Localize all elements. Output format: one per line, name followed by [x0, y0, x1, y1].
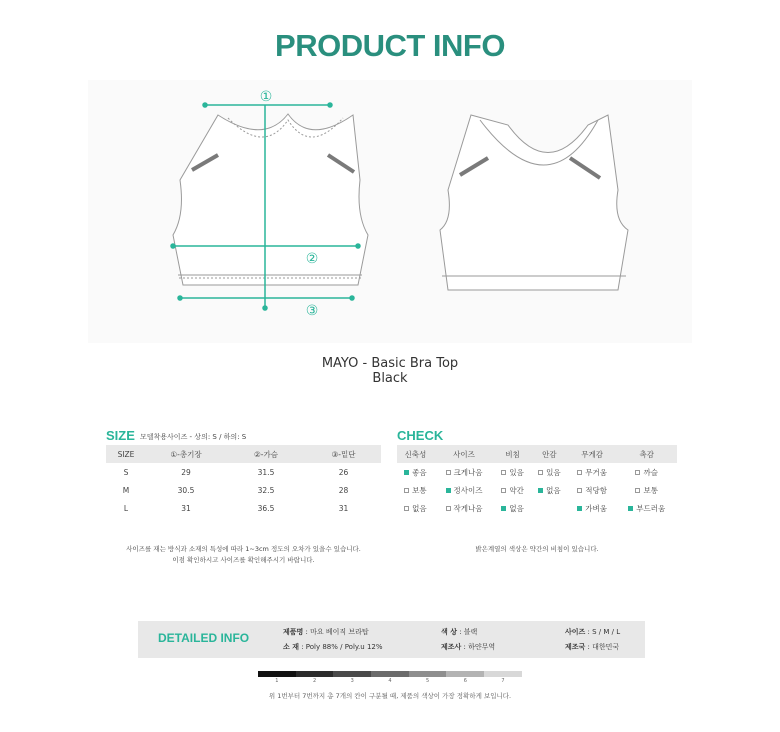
check-option: [628, 503, 665, 514]
unchecked-box-icon: [538, 470, 543, 475]
grayscale-swatch: [258, 671, 296, 677]
check-table-row: [397, 463, 677, 481]
check-cell: [494, 481, 531, 499]
grayscale-label: 2: [312, 678, 317, 684]
measure-dot: [356, 244, 360, 248]
check-option-label: 크게나옴: [453, 467, 483, 477]
unchecked-box-icon: [501, 488, 506, 493]
check-option-label: 보통: [643, 485, 658, 495]
check-table-header: [397, 445, 677, 463]
check-option-label: 없음: [412, 503, 427, 513]
check-cell: [397, 499, 434, 517]
unchecked-box-icon: [501, 470, 506, 475]
measure-dot: [328, 103, 332, 107]
product-name: MAYO - Basic Bra Top: [321, 356, 459, 371]
size-table-row: [106, 463, 381, 481]
check-table-body: [397, 463, 677, 517]
measure-dot: [203, 103, 207, 107]
check-cell: [494, 463, 531, 481]
grayscale-label: 4: [388, 678, 392, 684]
marker-length: ①: [259, 89, 273, 105]
detail-value: 대한민국: [592, 643, 620, 651]
checked-box-icon: [538, 488, 543, 493]
detail-separator: :: [456, 628, 464, 636]
measure-dot: [171, 244, 175, 248]
check-table: [397, 445, 677, 517]
grayscale-swatch: [333, 671, 371, 677]
product-color: Black: [372, 371, 408, 386]
size-note: [106, 544, 381, 566]
size-cell: 32.5: [257, 485, 275, 495]
size-note-line: 이점 확인하시고 사이즈를 확인해주시기 바랍니다.: [172, 556, 315, 564]
size-cell: S: [123, 467, 129, 477]
grayscale-label: 5: [426, 678, 430, 684]
check-option-label: 약간: [509, 485, 524, 495]
check-option: [501, 503, 524, 514]
check-col-header: 신축성: [397, 445, 434, 463]
check-cell: [531, 463, 568, 481]
check-table-row: [397, 499, 677, 517]
check-option-label: 무거움: [585, 467, 607, 477]
grayscale-swatch: [484, 671, 522, 677]
grayscale-label: 3: [350, 678, 354, 684]
size-cell: L: [123, 503, 129, 513]
size-cell: 31: [181, 503, 191, 513]
size-table-header: [106, 445, 381, 463]
size-heading: SIZE: [106, 428, 135, 443]
detail-separator: :: [585, 628, 593, 636]
detail-separator: :: [298, 643, 306, 651]
size-cell: M: [122, 485, 130, 495]
size-cell: 28: [338, 485, 349, 495]
detail-label: 제조국: [565, 643, 586, 651]
check-cell: [434, 481, 494, 499]
size-col-header: ②-가슴: [226, 445, 306, 463]
check-option: [501, 485, 524, 496]
check-cell: [616, 481, 677, 499]
check-option-label: 작게나옴: [453, 503, 483, 513]
check-col-header: 사이즈: [434, 445, 494, 463]
detail-maker: [441, 642, 495, 652]
checked-box-icon: [501, 506, 506, 511]
size-cell: 26: [338, 467, 349, 477]
check-option: [577, 485, 607, 496]
checked-box-icon: [404, 470, 409, 475]
size-cell: 31.5: [257, 467, 275, 477]
check-option-label: 있음: [546, 467, 561, 477]
detail-product-name: [283, 627, 369, 637]
check-cell: [531, 499, 568, 517]
check-cell: [434, 463, 494, 481]
unchecked-box-icon: [404, 488, 409, 493]
detail-separator: :: [461, 643, 469, 651]
check-option: [538, 485, 561, 496]
check-option: [404, 467, 427, 478]
product-caption: [0, 356, 780, 386]
measure-dot: [178, 296, 182, 300]
garment-diagram-panel: [88, 80, 692, 343]
grayscale-swatch: [371, 671, 409, 677]
grayscale-label: 6: [463, 678, 467, 684]
page-title: PRODUCT INFO: [275, 28, 505, 63]
size-cell: 36.5: [257, 503, 275, 513]
marker-chest: ②: [305, 251, 319, 267]
detail-value: 블랙: [463, 628, 478, 636]
marker-hem: ③: [305, 303, 319, 319]
check-cell: [568, 463, 617, 481]
front-garment-outline: [173, 114, 368, 285]
check-cell: [434, 499, 494, 517]
detail-value: S / M / L: [592, 628, 621, 636]
detail-color: [441, 627, 477, 637]
detail-material: [283, 642, 383, 652]
detailed-info-panel: [138, 621, 645, 658]
detail-label: 소 재: [283, 643, 299, 651]
detail-value: Poly 88% / Poly.u 12%: [305, 643, 383, 651]
check-cell: [568, 499, 617, 517]
check-option-label: 없음: [509, 503, 524, 513]
grayscale-labels: [258, 678, 522, 684]
detail-separator: :: [303, 628, 311, 636]
check-option: [404, 485, 427, 496]
detail-label: 제조사: [441, 643, 462, 651]
check-heading: CHECK: [397, 428, 444, 443]
check-option-label: 가벼움: [585, 503, 607, 513]
detail-label: 색 상: [441, 628, 457, 636]
check-option: [635, 467, 658, 478]
measure-dot: [263, 306, 267, 310]
checked-box-icon: [446, 488, 451, 493]
grayscale-swatch: [409, 671, 447, 677]
check-cell: [494, 499, 531, 517]
check-col-header: 무게감: [568, 445, 617, 463]
check-option-label: 정사이즈: [453, 485, 483, 495]
size-cell: 31: [338, 503, 349, 513]
check-option: [538, 467, 561, 478]
back-garment-outline: [440, 115, 628, 290]
check-table-row: [397, 481, 677, 499]
size-col-header: ③-밑단: [306, 445, 381, 463]
detail-separator: :: [585, 643, 593, 651]
check-cell: [568, 481, 617, 499]
unchecked-box-icon: [577, 470, 582, 475]
check-option-label: 보통: [412, 485, 427, 495]
check-option: [404, 503, 427, 514]
size-col-header: SIZE: [106, 445, 146, 463]
size-note-line: 사이즈를 재는 방식과 소재의 특성에 따라 1~3cm 정도의 오차가 있을수 있습니다.: [126, 545, 361, 553]
check-option: [577, 503, 607, 514]
check-option: [501, 467, 524, 478]
detail-value: 하얀무역: [468, 643, 496, 651]
detail-size: [565, 627, 620, 637]
grayscale-bar: [258, 671, 522, 677]
unchecked-box-icon: [635, 470, 640, 475]
unchecked-box-icon: [577, 488, 582, 493]
check-option: [446, 467, 483, 478]
size-table-row: [106, 499, 381, 517]
checked-box-icon: [577, 506, 582, 511]
check-cell: [397, 463, 434, 481]
check-col-header: 안감: [531, 445, 568, 463]
detail-label: 사이즈: [565, 628, 586, 636]
check-option-label: 좋음: [412, 467, 427, 477]
measure-dot: [350, 296, 354, 300]
check-cell: [616, 499, 677, 517]
size-col-header: ①-총기장: [146, 445, 226, 463]
size-table-row: [106, 481, 381, 499]
detail-country: [565, 642, 619, 652]
grayscale-swatch: [296, 671, 334, 677]
check-col-header: 비침: [494, 445, 531, 463]
unchecked-box-icon: [446, 506, 451, 511]
check-option: [446, 485, 483, 496]
unchecked-box-icon: [635, 488, 640, 493]
size-cell: 29: [181, 467, 191, 477]
model-size-info: 모델착용사이즈 - 상의: S / 하의: S: [140, 433, 247, 441]
check-option-label: 부드러움: [636, 503, 666, 513]
check-option-label: 적당함: [585, 485, 607, 495]
grayscale-label: 1: [275, 678, 279, 684]
size-cell: 30.5: [177, 485, 195, 495]
grayscale-swatch: [446, 671, 484, 677]
check-option-label: 없음: [546, 485, 561, 495]
check-cell: [397, 481, 434, 499]
detailed-info-heading: DETAILED INFO: [158, 631, 250, 645]
detail-value: 마요 베이직 브라탑: [310, 628, 369, 636]
check-option-label: 있음: [509, 467, 524, 477]
check-option-label: 까슬: [643, 467, 658, 477]
checked-box-icon: [628, 506, 633, 511]
check-option: [446, 503, 483, 514]
check-option: [577, 467, 607, 478]
grayscale-note: 위 1번부터 7번까지 총 7개의 칸이 구분될 때, 제품의 색상이 가장 정확하게 보입니다.: [268, 692, 512, 700]
unchecked-box-icon: [404, 506, 409, 511]
check-cell: [616, 463, 677, 481]
unchecked-box-icon: [446, 470, 451, 475]
detail-label: 제품명: [283, 628, 304, 636]
check-note: 밝은계열의 색상은 약간의 비침이 있습니다.: [475, 545, 599, 553]
size-table: [106, 445, 381, 517]
check-option: [635, 485, 658, 496]
garment-diagram: [88, 80, 692, 343]
check-col-header: 촉감: [616, 445, 677, 463]
grayscale-label: 7: [501, 678, 505, 684]
check-cell: [531, 481, 568, 499]
